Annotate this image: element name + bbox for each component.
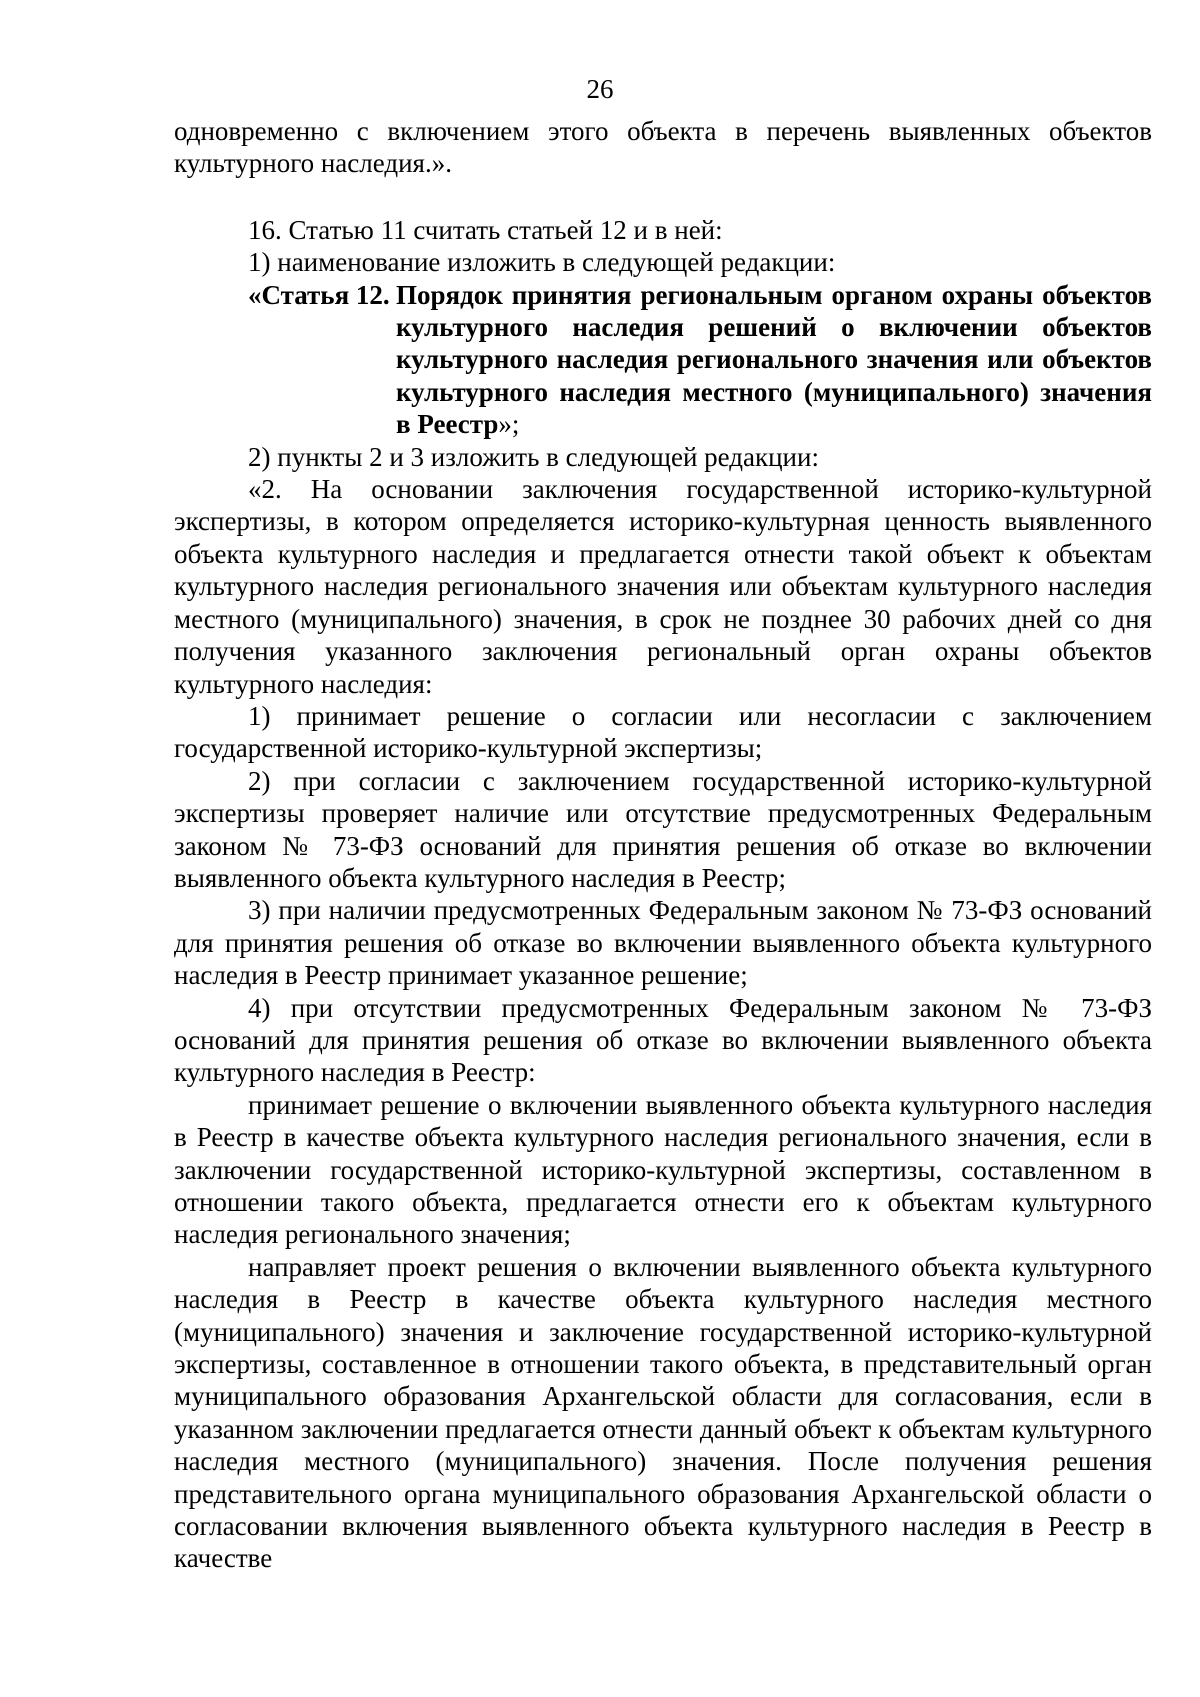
article-label: «Статья 12.: [248, 279, 390, 310]
paragraph: принимает решение о включении выявленного объекта культурного наследия в Реестр в качестве объекта культурного наследия регионального значения, если в заключении государственной историко-культурной экспертизы, составленном в отношении такого объекта, предлагается отнести его к объектам культурного наследия регионального значения;: [174, 1089, 1152, 1250]
page-number: 26: [586, 74, 614, 104]
paragraph-gap: [174, 180, 1152, 214]
sub-item-1: 1) наименование изложить в следующей редакции:: [248, 247, 836, 278]
paragraph: 3) при наличии предусмотренных Федеральным законом № 73-ФЗ оснований для принятия решения об отказе во включении выявленного объекта культурного наследия в Реестр принимает указанное решение;: [174, 895, 1152, 991]
paragraph: «2. На основании заключения государственной историко-культурной экспертизы, в котором определяется историко-культурная ценность выявленного объекта культурного наследия и предлагается отнести такой объект к объектам культурного наследия регионального значения или объектам культурного наследия местного (муниципального) значения, в срок не позднее 30 рабочих дней со дня получения указанного заключения региональный орган охраны объектов культурного наследия:: [174, 474, 1152, 699]
paragraph: 4) при отсутствии предусмотренных Федеральным законом № 73-ФЗ оснований для принятия решения об отказе во включении выявленного объекта культурного наследия в Реестр:: [174, 992, 1152, 1088]
document-body: [174, 115, 1152, 1575]
paragraph: 1) принимает решение о согласии или несогласии с заключением государственной историко-культурной экспертизы;: [174, 700, 1152, 764]
article-title: Порядок принятия региональным органом охраны объектов культурного наследия решений о включении объектов культурного наследия регионального значения или объектов культурного наследия местного (муниципального) значения в Реестр: [396, 279, 1152, 440]
article-heading: [248, 279, 1152, 441]
item-16: 16. Статью 11 считать статьей 12 и в ней:: [248, 214, 723, 245]
sub-item-2: 2) пункты 2 и 3 изложить в следующей редакции:: [248, 441, 819, 472]
paragraph: направляет проект решения о включении выявленного объекта культурного наследия в Реестр в качестве объекта культурного наследия местного (муниципального) значения и заключение государственной историко-культурной экспертизы, составленное в отношении такого объекта, в представительный орган муниципального образования Архангельской области для согласования, если в указанном заключении предлагается отнести данный объект к объектам культурного наследия местного (муниципального) значения. После получения решения представительного органа муниципального образования Архангельской области о согласовании включения выявленного объекта культурного наследия в Реестр в качестве: [174, 1251, 1152, 1574]
paragraph: 2) при согласии с заключением государственной историко-культурной экспертизы проверяет наличие или отсутствие предусмотренных Федеральным законом № 73-ФЗ оснований для принятия решения об отказе во включении выявленного объекта культурного наследия в Реестр;: [174, 765, 1152, 893]
article-closing: »;: [498, 409, 520, 440]
paragraph: одновременно с включением этого объекта в перечень выявленных объектов культурного наследия.».: [174, 116, 1152, 179]
article-title-block: [396, 279, 1152, 441]
